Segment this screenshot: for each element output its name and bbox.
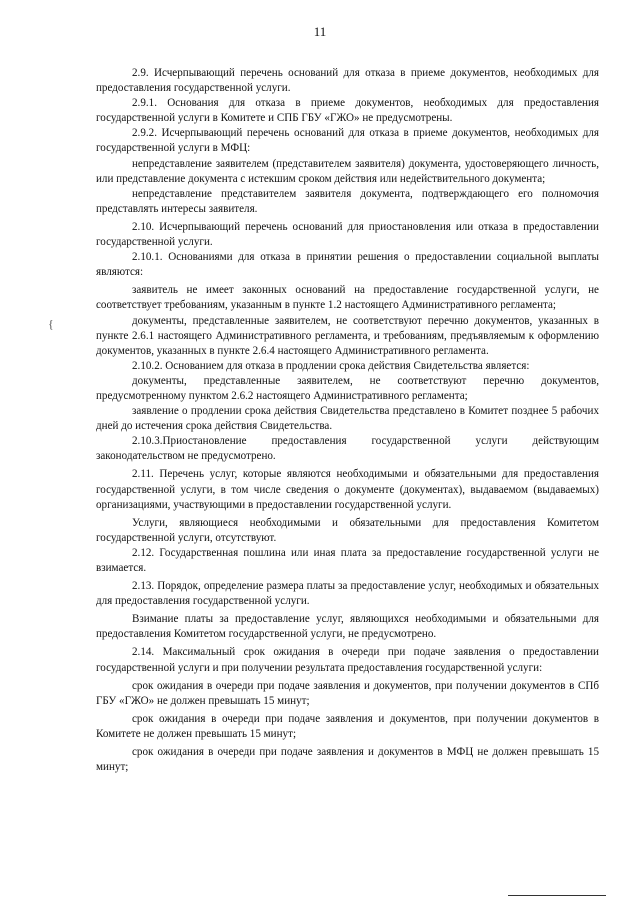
paragraph-item: документы, представленные заявителем, не соответствуют перечню документов, предусмотренному пунктом 2.6.2 настоящего Административного регламента; <box>96 374 599 402</box>
paragraph-2-13: 2.13. Порядок, определение размера платы за предоставление услуг, необходимых и обязательных для предоставления государственной услуги. <box>96 580 599 608</box>
paragraph-item: Взимание платы за предоставление услуг, являющихся необходимыми и обязательными для предоставления Комитетом государственной услуги, не предусмотрено. <box>96 613 599 641</box>
paragraph-item: срок ожидания в очереди при подаче заявления и документов, при получении документов в Комитете не должен превышать 15 минут; <box>96 712 599 740</box>
paragraph-2-9-2: 2.9.2. Исчерпывающий перечень оснований для отказа в приеме документов, необходимых для государственной услуги в МФЦ: <box>96 127 599 155</box>
paragraph-2-10-2: 2.10.2. Основанием для отказа в продлении срока действия Свидетельства является: <box>132 359 530 372</box>
paragraph-2-9: 2.9. Исчерпывающий перечень оснований для отказа в приеме документов, необходимых для предоставления государственной услуги. <box>96 67 599 95</box>
footer-rule <box>508 895 606 896</box>
paragraph-item: непредставление заявителем (представителем заявителя) документа, удостоверяющего личность, или представление документа с истекшим сроком действия или недействительного документа; <box>96 157 599 185</box>
paragraph-2-11: 2.11. Перечень услуг, которые являются необходимыми и обязательными для предоставления государственной услуги, в том числе сведения о документе (документах), выдаваемом (выдаваемых) организациями, участвующими в предоставлении государственной услуги. <box>96 468 599 511</box>
paragraph-item: срок ожидания в очереди при подаче заявления и документов в МФЦ не должен превышать 15 минут; <box>96 746 599 774</box>
page-number: 11 <box>313 24 327 39</box>
paragraph-2-10: 2.10. Исчерпывающий перечень оснований для приостановления или отказа в предоставлении государственной услуги. <box>96 220 599 249</box>
paragraph-item: заявитель не имеет законных оснований на предоставление государственной услуги, не соответствует требованиям, указанным в пункте 1.2 настоящего Административного регламента; <box>96 284 599 312</box>
paragraph-2-10-3: 2.10.3.Приостановление предоставления государственной услуги действующим законодательством не предусмотрено. <box>96 435 599 463</box>
paragraph-2-12: 2.12. Государственная пошлина или иная плата за предоставление государственной услуги не взимается. <box>96 546 599 574</box>
document-body <box>96 66 599 775</box>
margin-mark: { <box>48 317 54 331</box>
paragraph-item: заявление о продлении срока действия Свидетельства представлено в Комитет позднее 5 рабочих дней до истечения срока действия Свидетельства. <box>96 405 599 433</box>
paragraph-item: документы, представленные заявителем, не соответствуют перечню документов, указанных в пункте 2.6.1 настоящего Административного регламента, и требованиям, предъявляемым к оформлению документов, указанных в пункте 2.6.4 настоящего Административного регламента. <box>96 314 599 357</box>
paragraph-item: Услуги, являющиеся необходимыми и обязательными для предоставления Комитетом государственной услуги, отсутствуют. <box>96 516 599 544</box>
paragraph-item: непредставление представителем заявителя документа, подтверждающего его полномочия представлять интересы заявителя. <box>96 187 599 215</box>
paragraph-2-14: 2.14. Максимальный срок ожидания в очереди при подаче заявления о предоставлении государственной услуги и при получении результата предоставления государственной услуги: <box>96 646 599 674</box>
paragraph-item: срок ожидания в очереди при подаче заявления и документов, при получении документов в СПб ГБУ «ГЖО» не должен превышать 15 минут; <box>96 679 599 707</box>
paragraph-2-9-1: 2.9.1. Основания для отказа в приеме документов, необходимых для предоставления государственной услуги в Комитете и СПБ ГБУ «ГЖО» не предусмотрены. <box>96 97 599 125</box>
paragraph-2-10-1: 2.10.1. Основаниями для отказа в принятии решения о предоставлении социальной выплаты являются: <box>96 251 599 279</box>
